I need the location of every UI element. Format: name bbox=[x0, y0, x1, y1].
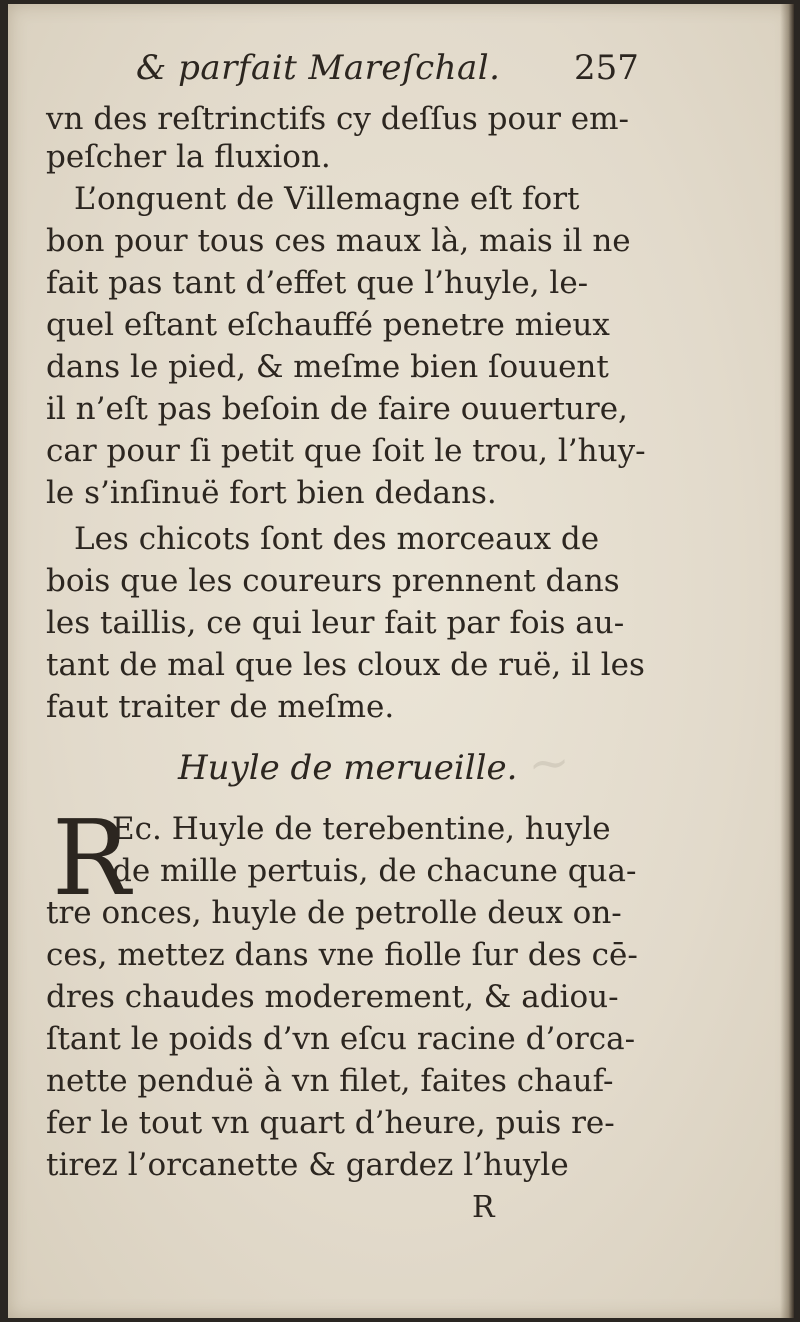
recipe-line: nette penduë à vn filet, faites chauf- bbox=[46, 1063, 614, 1099]
signature-mark: R bbox=[472, 1190, 495, 1225]
bleed-through-marks: ~ bbox=[526, 732, 572, 794]
body-line: L’onguent de Villemagne eſt fort bbox=[74, 181, 580, 217]
body-line: bois que les coureurs prennent dans bbox=[46, 563, 620, 599]
body-line: car pour ſi petit que ſoit le trou, l’huy- bbox=[46, 433, 646, 469]
recipe-line: de mille pertuis, de chacune qua- bbox=[112, 853, 637, 889]
body-line: quel eſtant eſchauffé penetre mieux bbox=[46, 307, 610, 343]
running-head bbox=[8, 48, 794, 98]
body-line: les taillis, ce qui leur fait par fois au- bbox=[46, 605, 625, 641]
drop-cap: R bbox=[52, 797, 131, 919]
recipe-line: tirez l’orcanette & gardez l’huyle bbox=[46, 1147, 569, 1183]
book-page bbox=[8, 4, 794, 1318]
section-heading: Huyle de merueille. bbox=[178, 748, 518, 788]
body-line: peſcher la fluxion. bbox=[46, 139, 331, 175]
page-edge-shadow bbox=[780, 4, 794, 1318]
body-line: dans le pied, & meſme bien ſouuent bbox=[46, 349, 609, 385]
recipe-line: dres chaudes moderement, & adiou- bbox=[46, 979, 619, 1015]
body-line: Les chicots ſont des morceaux de bbox=[74, 521, 600, 557]
body-line: le s’inſinuë fort bien dedans. bbox=[46, 475, 497, 511]
recipe-line: fer le tout vn quart d’heure, puis re- bbox=[46, 1105, 615, 1141]
body-line: bon pour tous ces maux là, mais il ne bbox=[46, 223, 631, 259]
recipe-line: ces, mettez dans vne fiolle ſur des cē- bbox=[46, 937, 638, 973]
recipe-line: tre onces, huyle de petrolle deux on- bbox=[46, 895, 622, 931]
body-line: vn des reſtrinctifs cy deſſus pour em- bbox=[46, 101, 630, 137]
body-line: faut traiter de meſme. bbox=[46, 689, 395, 725]
body-line: il n’eſt pas beſoin de faire ouuerture, bbox=[46, 391, 628, 427]
body-line: fait pas tant d’effet que l’huyle, le- bbox=[46, 265, 589, 301]
body-line: tant de mal que les cloux de ruë, il les bbox=[46, 647, 645, 683]
running-title: & parfait Mareſchal. bbox=[136, 48, 501, 88]
recipe-line: Ec. Huyle de terebentine, huyle bbox=[112, 811, 611, 847]
page-number: 257 bbox=[574, 48, 639, 88]
recipe-line: ſtant le poids d’vn eſcu racine d’orca- bbox=[46, 1021, 636, 1057]
